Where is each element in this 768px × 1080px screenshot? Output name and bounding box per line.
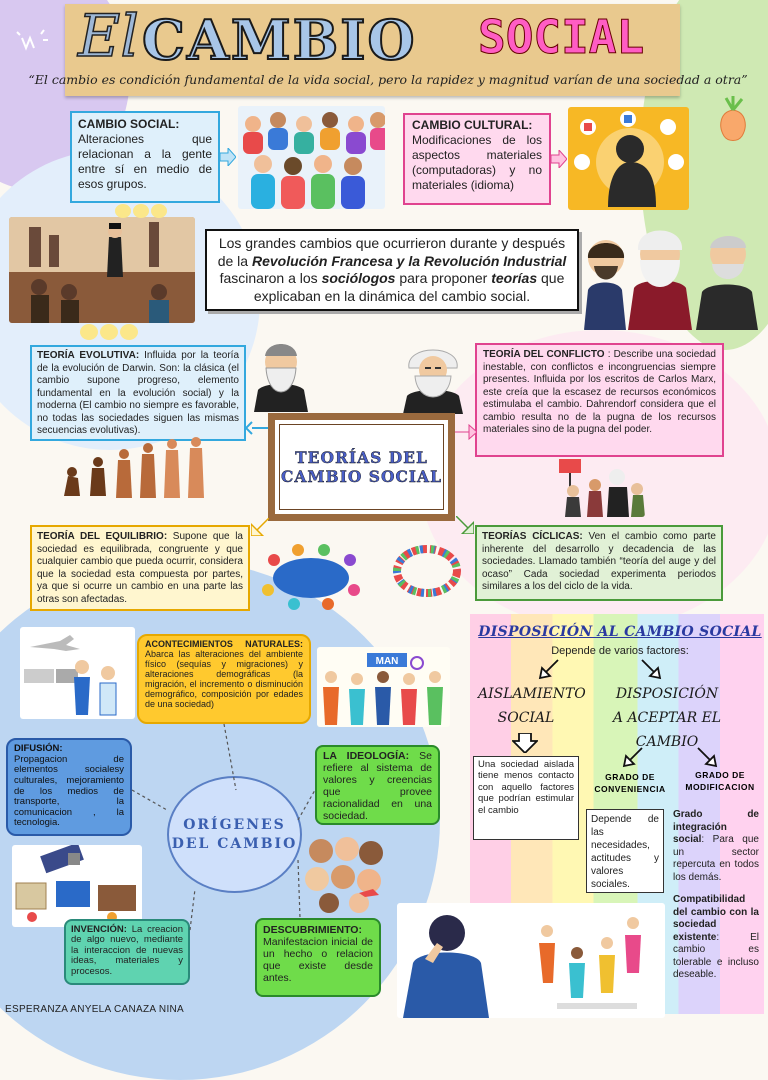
cambio-cultural-label: CAMBIO CULTURAL: [412, 118, 533, 132]
intro-sociologos: sociólogos [321, 270, 396, 287]
descubrimiento-text: Manifestacion inicial de un hecho o relacion que existe desde antes. [263, 936, 373, 985]
intro-teorias: teorías [491, 270, 538, 287]
arrow-down-left-icon [538, 658, 560, 680]
title-el: El [78, 2, 139, 70]
grado-conveniencia-label: GRADO DE CONVENIENCIA [594, 772, 666, 794]
header-quote: “El cambio es condición fundamental de la vida social, pero la rapidez y magnitud varían de una sociedad a otra” [28, 72, 748, 87]
arrow-left-icon [246, 420, 268, 436]
crowd-people-illustration [243, 112, 385, 209]
sparkle-icon [14, 26, 54, 56]
intro-text-7: que explicaban en la dinámica del cambio social. [253, 270, 565, 304]
arrow-down-icon [512, 733, 538, 753]
flower-decor [80, 324, 140, 340]
ideologia-box [315, 745, 440, 825]
disposicion-title: DISPOSICIÓN AL CAMBIO SOCIAL [478, 624, 762, 640]
teoria-evolutiva-text: Influida por la teoría de la evolución de Darwin. Son: la clásica (el cambio supone progreso, elemento fundamental en la evolución social) y la moderna (El cambio no siempre es favorable, no todas las sociedades siguen las mismas secuencias evolutivas). [37, 350, 240, 436]
cambio-social-text: Alteraciones que relacionan a la gente entre sí en medio de esos grupos. [78, 132, 212, 191]
teoria-evolutiva-label: TEORÍA EVOLUTIVA: [37, 350, 140, 361]
ring-of-people-image [388, 540, 466, 602]
aislamiento-text-box [473, 756, 579, 840]
arrow-right-icon [220, 148, 236, 166]
title-social: SOCIAL [478, 10, 645, 64]
invencion-text: La creacion de algo nuevo, mediante la interaccion de nuevas ideas, materiales y procesos. [71, 924, 183, 977]
teoria-conflicto-text: : Describe una sociedad inestable, con conflictos e incongruencias siempre presentes. Influida por los escritos de Carlos Marx, este creía que la escasez de recursos económicos estimulaba el cambio. Dahrendorf considera que el cambio resulta no de la pugna de los recursos materiales sino de la pugna del poder. [483, 349, 716, 435]
intro-text-5: para proponer [395, 270, 492, 287]
teoria-equilibrio-box [30, 525, 250, 611]
teoria-equilibrio-label: TEORÍA DEL EQUILIBRIO: [37, 531, 168, 542]
conveniencia-text: Depende de las necesidades, actitudes y valores sociales. [591, 814, 659, 890]
ideologia-text: Se refiere al sistema de valores y creencias que provee racionalidad en una sociedad. [323, 750, 432, 823]
migration-image [20, 627, 135, 719]
intro-text-1: Los grandes cambios que ocurrieron durante y después de la [217, 235, 566, 269]
man-sign-text: MAN [375, 656, 399, 667]
arrow-down-left-icon [251, 518, 269, 536]
teoria-equilibrio-text: Supone que la sociedad es equilibrada, congruente y que cualquier cambio que pueda ocurrir, considera que la sociedad esta compuesta por partes, ya que si ocurre un cambio en una parte las otras son afectadas. [37, 531, 243, 605]
title-cambio: CAMBIO [142, 8, 417, 72]
disposicion-aceptar-label: DISPOSICIÓN A ACEPTAR EL CAMBIO [612, 686, 722, 750]
difusion-label: DIFUSIÓN: [14, 743, 63, 754]
teorias-ciclicas-box [475, 525, 723, 601]
thinking-man-image [397, 903, 665, 1018]
cambio-cultural-box [403, 113, 551, 205]
compatibilidad-text: : El cambio es tolerable e incluso deseable. [673, 931, 759, 980]
intro-box [205, 229, 579, 311]
sociologists-image [582, 218, 762, 330]
flower-decor-top [115, 204, 175, 218]
carrot-icon [710, 96, 756, 146]
cambio-cultural-text: Modificaciones de los aspectos materiales (computadoras) y no materiales (idioma) [412, 133, 542, 192]
integracion-label: Grado de integración social [673, 809, 759, 845]
teoria-conflicto-label: TEORÍA DEL CONFLICTO [483, 349, 605, 360]
protest-image [555, 455, 645, 517]
arrow-down-right-icon [456, 516, 474, 534]
ideologia-label: LA IDEOLOGÍA: [323, 750, 410, 762]
arrow-down-left-icon [622, 746, 644, 768]
cambio-social-label: CAMBIO SOCIAL: [78, 117, 180, 131]
teoria-evolutiva-box [30, 345, 246, 441]
teoria-conflicto-box [475, 343, 724, 457]
evolution-image [60, 436, 205, 500]
descubrimiento-box [255, 918, 381, 997]
conveniencia-text-box [586, 809, 664, 893]
disposicion-depende: Depende de varios factores: [551, 645, 689, 657]
difusion-text: Propagacion de elementos socialesy culturales, mejoramiento de los medios de transporte, la comunicacion , la tecnologia. [14, 753, 124, 829]
intro-revolutions: Revolución Francesa y la Revolución Industrial [251, 252, 567, 269]
cambio-social-box [70, 111, 220, 203]
arrow-right-icon [551, 150, 567, 168]
intro-text-3: fascinaron a los [219, 270, 322, 287]
arrow-right-icon [455, 424, 477, 440]
darwin-portrait [250, 338, 312, 412]
teorias-ciclicas-label: TEORÍAS CÍCLICAS: [482, 531, 583, 542]
gender-symbols-image [317, 647, 450, 727]
round-table-image [254, 540, 368, 614]
compatibilidad-label: Compatibilidad del cambio con la sociedad existente [673, 894, 759, 943]
teorias-title-frame [268, 413, 455, 521]
acontecimientos-naturales-box [137, 634, 311, 724]
aislamiento-social-label: AISLAMIENTO SOCIAL [478, 686, 586, 726]
acontecimientos-label: ACONTECIMIENTOS NATURALES: [145, 639, 303, 649]
marx-portrait [399, 342, 467, 414]
origenes-title: ORÍGENES DEL CAMBIO [167, 776, 302, 893]
author-name: ESPERANZA ANYELA CANAZA NINA [5, 1004, 185, 1015]
industrial-revolution-image [9, 217, 195, 323]
descubrimiento-label: DESCUBRIMIENTO: [263, 924, 362, 936]
faces-image [303, 835, 389, 913]
teorias-ciclicas-text: Ven el cambio como parte inherente del desarrollo y decadencia de las sociedades. Llamado también “teoría del auge y del ocaso” Cada sociedad experimenta periodos similares a los del ciclo de la vida. [482, 531, 716, 592]
difusion-box [6, 738, 132, 836]
integracion-text: : Para que un sector repercuta en todos los demás. [673, 834, 759, 883]
arrow-down-right-icon [640, 658, 662, 680]
invencion-label: INVENCIÓN: [71, 924, 127, 935]
crowd-image [238, 106, 385, 209]
aislamiento-text: Una sociedad aislada tiene menos contacto con aquello factores que podrían estimular el cambio [478, 759, 574, 816]
culture-image [568, 107, 689, 210]
satellite-image [12, 845, 142, 927]
invencion-box [64, 919, 190, 985]
arrow-down-right-icon [696, 746, 718, 768]
modificacion-text-box [669, 807, 763, 987]
teorias-title: TEORÍAS DEL CAMBIO SOCIAL [279, 424, 444, 510]
grado-modificacion-label: GRADO DE MODIFICACION [685, 770, 755, 792]
acontecimientos-text: Abarca las alteraciones del ambiente físico (sequías y migraciones) y alteraciones demográficas (la migración, el incremento o disminución demográfico, composición por edades de una sociedad) [145, 649, 303, 710]
